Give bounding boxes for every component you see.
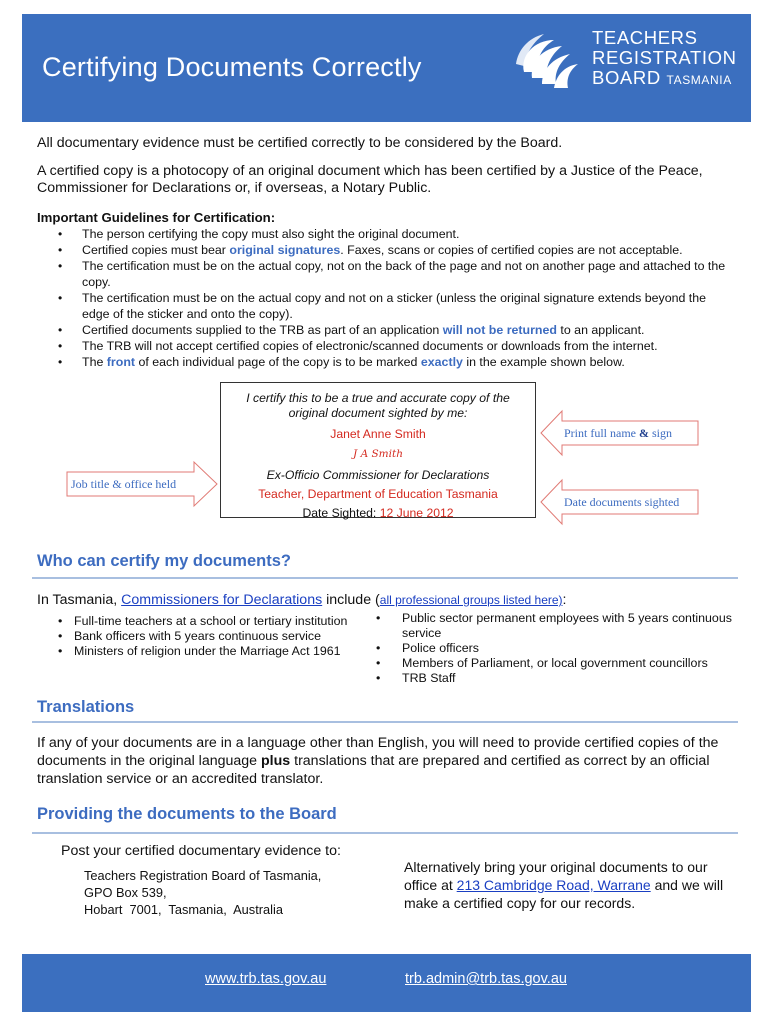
trb-logo: [510, 28, 750, 100]
certifier-item: • TRB Staff: [376, 671, 736, 686]
guideline-emphasis: will not be returned: [442, 323, 557, 337]
intro-paragraph-2-line-2: Commissioner for Declarations or, if overseas, a Notary Public.: [37, 180, 432, 196]
logo-line-1: TEACHERS: [592, 27, 698, 48]
guideline-item: [58, 354, 728, 370]
logo-board: BOARD: [592, 67, 661, 88]
guideline-text: The person certifying the copy must also sight the original document.: [82, 227, 460, 241]
website-link[interactable]: www.trb.tas.gov.au: [205, 971, 327, 987]
translations-text: documents in the original language: [37, 753, 262, 769]
who-intro-text: include (: [322, 592, 380, 608]
example-date-label: Date Sighted:: [302, 506, 380, 520]
footer-banner: [22, 954, 751, 1012]
logo-tasmania: TASMANIA: [666, 73, 732, 87]
translations-line: If any of your documents are in a language other than English, you will need to provide certified copies of the: [37, 735, 719, 751]
who-intro: [37, 592, 566, 609]
logo-line-2: REGISTRATION: [592, 47, 737, 68]
guideline-emphasis: exactly: [420, 355, 463, 369]
example-statement-line-2: original document sighted by me:: [288, 406, 468, 420]
commissioners-link[interactable]: Commissioners for Declarations: [121, 592, 323, 608]
providing-heading: Providing the documents to the Board: [37, 805, 337, 823]
guideline-text: in the example shown below.: [462, 355, 625, 369]
certifiers-list-left: [58, 614, 358, 659]
office-address-link[interactable]: 213 Cambridge Road, Warrane: [456, 877, 651, 893]
guideline-item: [58, 322, 728, 338]
guideline-text: . Faxes, scans or copies of certified copies are not acceptable.: [340, 243, 683, 257]
example-title: Ex-Officio Commissioner for Declarations: [266, 468, 490, 482]
guidelines-heading: Important Guidelines for Certification:: [37, 210, 276, 225]
example-date: [221, 506, 535, 521]
logo-line-3: [592, 68, 737, 90]
guideline-text: The TRB will not accept certified copies of electronic/scanned documents or downloads from the internet.: [82, 339, 658, 353]
alternative-line: make a certified copy for our records.: [404, 895, 636, 911]
example-office: Teacher, Department of Education Tasmania: [258, 487, 498, 501]
who-intro-text: In Tasmania,: [37, 592, 122, 608]
address-line: GPO Box 539,: [84, 885, 167, 900]
translations-emphasis: plus: [261, 753, 291, 769]
callout-text-part: Print full name: [564, 426, 639, 440]
header-banner: [22, 14, 751, 122]
guideline-item: [58, 258, 728, 290]
certifiers-list-right: [376, 611, 736, 686]
guideline-text: The certification must be on the actual copy and not on a sticker (unless the original signature extends beyond the edge of the sticker and onto the copy).: [82, 291, 707, 321]
guideline-text: of each individual page of the copy is to be marked: [135, 355, 421, 369]
section-divider: [32, 577, 738, 579]
guideline-text: Certified copies must bear: [82, 243, 230, 257]
address-line: Hobart 7001, Tasmania, Australia: [84, 902, 283, 917]
guideline-text: The certification must be on the actual copy, not on the back of the page and not on another page and attached to the copy.: [82, 259, 726, 289]
alternative-line: [404, 876, 723, 894]
certifier-item: • Members of Parliament, or local government councillors: [376, 656, 736, 671]
callout-job-text: Job title & office held: [71, 477, 177, 491]
intro-paragraph-2-line-1: A certified copy is a photocopy of an original document which has been certified by a Justice of the Peace,: [37, 163, 703, 179]
alternative-line: Alternatively bring your original documents to our: [404, 859, 708, 875]
address-line: Teachers Registration Board of Tasmania,: [84, 868, 322, 883]
alternative-text: office at: [404, 877, 457, 893]
intro-paragraph-1: All documentary evidence must be certified correctly to be considered by the Board.: [37, 135, 563, 151]
callout-text-part: sign: [649, 426, 673, 440]
guidelines-list: [58, 226, 728, 370]
guideline-item: [58, 338, 728, 354]
guideline-emphasis: front: [106, 355, 136, 369]
certifier-item: • Ministers of religion under the Marriage Act 1961: [58, 644, 358, 659]
translations-line: translation service or an accredited translator.: [37, 771, 324, 787]
guideline-text: Certified documents supplied to the TRB as part of an application: [82, 323, 443, 337]
trb-logo-mark-icon: [510, 28, 586, 100]
translations-paragraph: [37, 734, 718, 788]
page-title: Certifying Documents Correctly: [42, 52, 422, 82]
section-divider: [32, 832, 738, 834]
certifier-item: • Bank officers with 5 years continuous service: [58, 629, 358, 644]
who-can-certify-heading: Who can certify my documents?: [37, 552, 291, 570]
translations-heading: Translations: [37, 698, 135, 716]
post-label: Post your certified documentary evidence to:: [61, 843, 341, 859]
callout-print-name-text: [564, 426, 672, 441]
callout-date-text: Date documents sighted: [564, 495, 680, 509]
email-link[interactable]: trb.admin@trb.tas.gov.au: [405, 971, 567, 987]
alternative-text: and we will: [650, 877, 724, 893]
guideline-item: [58, 226, 728, 242]
callout-print-name: [540, 409, 700, 457]
callout-date-sighted: [540, 478, 700, 526]
certifier-item: • Police officers: [376, 641, 736, 656]
callout-job-title: [66, 460, 218, 508]
guideline-text: The: [82, 355, 107, 369]
alternative-delivery: [404, 858, 723, 912]
callout-text-part: &: [639, 426, 649, 440]
certifier-item: • Full-time teachers at a school or tertiary institution: [58, 614, 358, 629]
translations-text: translations that are prepared and certified as correct by an official: [290, 753, 710, 769]
certification-example-box: [220, 382, 536, 518]
logo-wordmark: [592, 28, 737, 90]
certifier-item: • Public sector permanent employees with 5 years continuous service: [376, 611, 736, 641]
example-name: Janet Anne Smith: [330, 427, 426, 441]
intro-paragraph-2: [37, 163, 703, 197]
postal-address: [84, 867, 321, 918]
example-statement-line-1: I certify this to be a true and accurate copy of the: [246, 391, 510, 405]
example-signature: J A Smith: [353, 448, 403, 460]
guideline-item: [58, 242, 728, 258]
guideline-item: [58, 290, 728, 322]
guideline-emphasis: original signatures: [229, 243, 341, 257]
who-intro-text: :: [562, 592, 567, 608]
guideline-text: to an applicant.: [556, 323, 645, 337]
example-date-value: 12 June 2012: [379, 506, 454, 520]
professional-groups-link[interactable]: all professional groups listed here): [379, 593, 563, 607]
translations-line: [37, 752, 718, 770]
section-divider: [32, 721, 738, 723]
